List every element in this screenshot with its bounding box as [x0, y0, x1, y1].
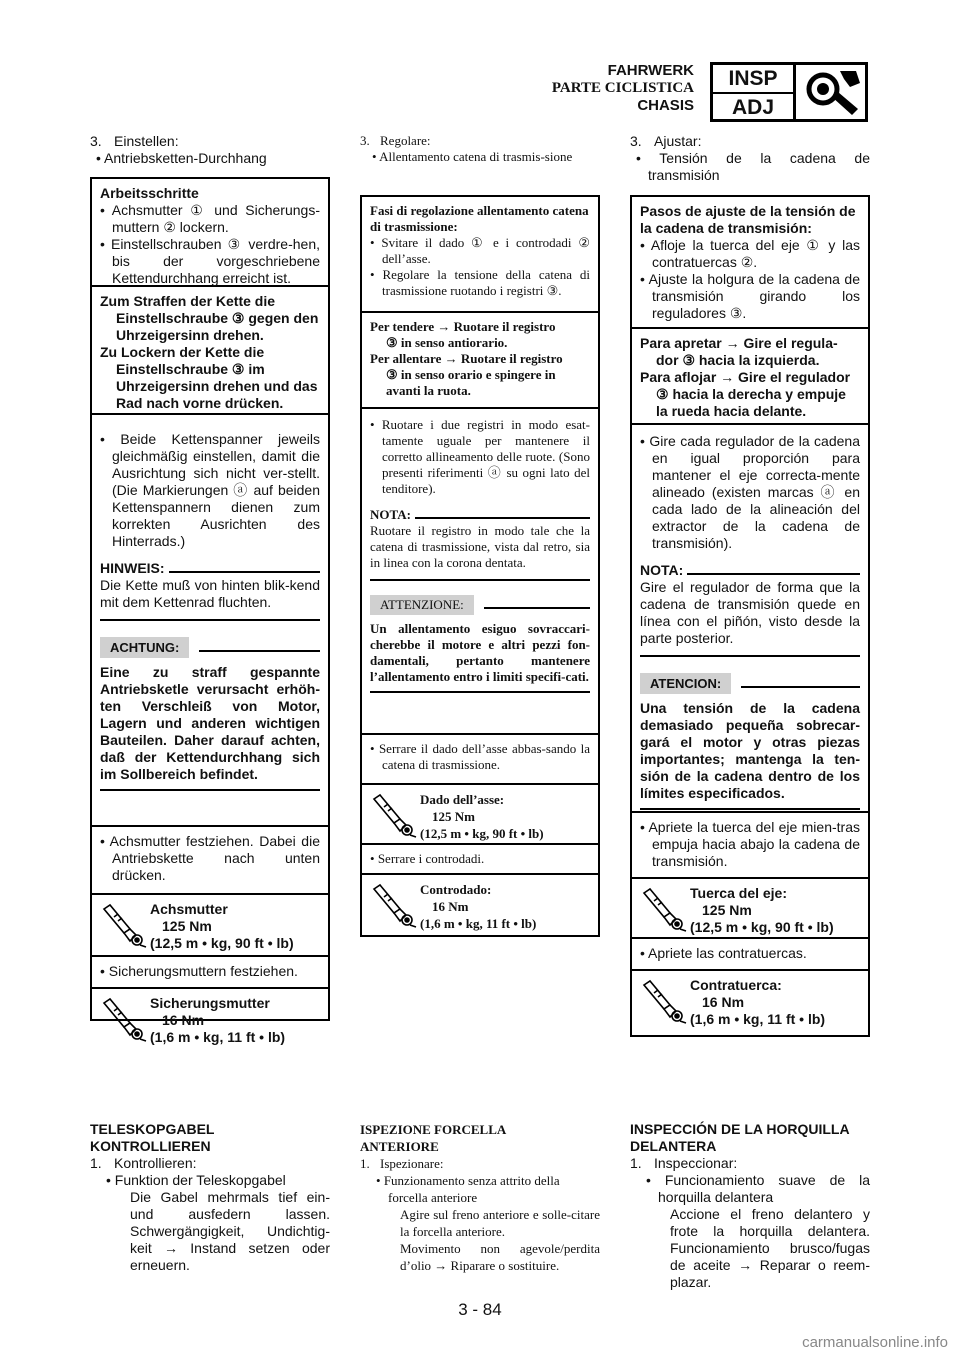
fork-section-de — [90, 1121, 330, 1274]
step-item: • Funzionamento senza attrito della forcella anteriore — [376, 1173, 560, 1205]
step-desc: Die Gabel mehrmals tief ein- und ausfedern lassen. Schwergängigkeit, Undichtig-keit → Instand setzen oder erneuern. — [130, 1189, 330, 1273]
step-desc: Movimento non agevole/perdita d’olio → Riparare o sostituire. — [400, 1241, 600, 1273]
torque-name: Achsmutter — [150, 901, 228, 917]
direction-text: Einstellschraube ③ im Uhrzeigersinn drehen und das Rad nach vorne drücken. — [116, 361, 318, 411]
note-label: NOTA: — [370, 507, 411, 522]
direction-text: ③ in senso antiorario. — [386, 335, 508, 350]
section-title: TELESKOPGABEL — [90, 1121, 215, 1137]
step-title: Ispezionare: — [380, 1156, 444, 1171]
section-title: ISPEZIONE FORCELLA — [360, 1122, 507, 1137]
fork-section-it — [360, 1121, 600, 1274]
torque-name: Controdado: — [420, 882, 492, 897]
tighten-step: • Serrare il dado dell’asse abbas-sando la catena di trasmissione. — [370, 741, 590, 772]
torque-wrench-icon — [100, 995, 150, 1043]
procedure-step: • Afloje la tuerca del eje ① y las contratuercas ②. — [640, 237, 860, 270]
procedure-box-it — [360, 195, 600, 937]
direction-text: Per allentare → Ruotare il registro — [370, 351, 563, 366]
page-number: 3 - 84 — [458, 1300, 502, 1319]
column-de — [90, 133, 330, 167]
tip-text: • Ruotare i due registri in modo esat-tamente uguale per mantenere il corretto allineamento delle ruote. (Sono presenti riferimenti ⓐ su ogni lato del tenditore). — [370, 417, 590, 496]
direction-text: ③ in senso orario e spingere in avanti la ruota. — [386, 367, 556, 398]
procedure-title: Fasi di regolazione allentamento catena di trasmissione: — [370, 203, 589, 234]
section-title: KONTROLLIEREN — [90, 1138, 211, 1154]
torque-wrench-icon — [370, 791, 420, 839]
step-number: 1. — [630, 1155, 642, 1171]
direction-text: Zum Straffen der Kette die — [100, 293, 276, 309]
torque-value: 16 Nm — [432, 899, 469, 914]
note-text: Ruotare il registro in modo tale che la catena di trasmissione, vista dal retro, sia in linea con la corona dentata. — [370, 523, 590, 570]
torque-value: 16 Nm — [702, 994, 745, 1010]
direction-text: Para aflojar → Gire el regulador — [640, 369, 851, 385]
note-label: HINWEIS: — [100, 560, 165, 576]
watermark: carmanualsonline.info — [802, 1334, 948, 1351]
step-number: 1. — [360, 1156, 370, 1171]
torque-alt: (1,6 m • kg, 11 ft • lb) — [420, 916, 537, 931]
torque-wrench-icon — [100, 901, 150, 949]
step-desc: Accione el freno delantero y frote la horquilla delantera. Funcionamiento brusco/fugas de aceite → Reparar o reem-plazar. — [670, 1206, 870, 1290]
caution-label: ATENCION: — [640, 673, 731, 694]
torque-alt: (12,5 m • kg, 90 ft • lb) — [150, 935, 294, 951]
tip-text: • Gire cada regulador de la cadena en igual proporción para mantener el eje correcta-mente alineado (existen marcas ⓐ en cada lado de la alineación del extractor de la cadena de transmisión). — [640, 433, 860, 551]
step-item: • Antriebsketten-Durchhang — [96, 150, 267, 166]
torque-value: 16 Nm — [162, 1012, 205, 1028]
procedure-step: • Achsmutter ① und Sicherungs-muttern ② lockern. — [100, 202, 320, 235]
torque-alt: (1,6 m • kg, 11 ft • lb) — [150, 1029, 286, 1045]
step-desc: Agire sul freno anteriore e solle-citare la forcella anteriore. — [400, 1207, 600, 1239]
step-item: • Tensión de la cadena de transmisión — [636, 150, 870, 183]
header-title-de: FAHRWERK — [607, 62, 694, 79]
note-text: Die Kette muß von hinten blik-kend mit dem Kettenrad fluchten. — [100, 577, 320, 610]
tighten-step: • Serrare i controdadi. — [370, 851, 485, 866]
torque-name: Dado dell’asse: — [420, 792, 505, 807]
fork-section-es — [630, 1121, 870, 1291]
torque-value: 125 Nm — [162, 918, 212, 934]
tighten-step: • Apriete la tuerca del eje mien-tras empuja hacia abajo la cadena de transmisión. — [640, 819, 860, 869]
procedure-box-es — [630, 195, 870, 1037]
section-title: INSPECCIÓN DE LA HORQUILLA — [630, 1121, 850, 1137]
torque-name: Tuerca del eje: — [690, 885, 788, 901]
step-number: 3. — [90, 133, 102, 149]
tip-text: • Beide Kettenspanner jeweils gleichmäßig einstellen, damit die Ausrichtung sich nicht ver-stellt. (Die Markierungen ⓐ auf beiden Kettenspannern dienen zum korrekten Ausrichten des Hinterrads.) — [100, 431, 321, 549]
procedure-step: • Ajuste la holgura de la cadena de transmisión girando los reguladores ③. — [640, 271, 860, 321]
insp-adj-badge — [710, 62, 868, 122]
step-title: Ajustar: — [654, 133, 702, 149]
step-title: Kontrollieren: — [114, 1155, 197, 1171]
tighten-step: • Apriete las contratuercas. — [640, 945, 807, 961]
direction-text: dor ③ hacia la izquierda. — [656, 352, 820, 368]
procedure-box-de — [90, 177, 330, 1045]
caution-text: Eine zu straff gespannte Antriebsketle verursacht erhöh-ten Verschleiß von Motor, Lagern und anderen wichtigen Bauteilen. Daher darauf achten, daß der Kettendurchhang sich im Sollbereich befindet. — [100, 664, 320, 782]
step-item: • Allentamento catena di trasmis-sione — [372, 149, 573, 164]
note-label: NOTA: — [640, 562, 684, 578]
procedure-step: • Einstellschrauben ③ verdre-hen, bis der vorgeschriebene Kettendurchhang erreicht ist. — [100, 236, 320, 286]
direction-text: Para apretar → Gire el regula- — [640, 335, 838, 351]
torque-wrench-icon — [640, 977, 690, 1025]
torque-value: 125 Nm — [432, 809, 475, 824]
caution-text: Un allentamento esiguo sovraccari-cherebbe il motore e altri pezzi fon-damentali, pertanto mantenere l’allentamento entro i limiti specifi-cati. — [370, 621, 590, 684]
section-title: DELANTERA — [630, 1138, 717, 1154]
header-titles — [552, 62, 694, 115]
torque-wrench-icon — [640, 885, 690, 933]
step-item: • Funcionamiento suave de la horquilla delantera — [646, 1172, 871, 1205]
torque-alt: (12,5 m • kg, 90 ft • lb) — [690, 919, 834, 935]
torque-alt: (12,5 m • kg, 90 ft • lb) — [420, 826, 544, 841]
torque-name: Contratuerca: — [690, 977, 782, 993]
procedure-title: Arbeitsschritte — [100, 185, 199, 201]
tighten-step: • Achsmutter festziehen. Dabei die Antriebskette nach unten drücken. — [100, 833, 320, 883]
badge-bottom: ADJ — [731, 96, 774, 119]
header-title-es: CHASIS — [637, 97, 694, 114]
wrench-inspect-icon — [796, 65, 865, 119]
caution-label: ATTENZIONE: — [370, 595, 474, 615]
tighten-step: • Sicherungsmuttern festziehen. — [100, 963, 298, 979]
step-title: Einstellen: — [114, 133, 179, 149]
direction-text: ③ hacia la derecha y empuje la rueda hacia delante. — [656, 386, 846, 419]
torque-value: 125 Nm — [702, 902, 752, 918]
column-es — [630, 133, 870, 184]
direction-text: Per tendere → Ruotare il registro — [370, 319, 556, 334]
header-title-it: PARTE CICLISTICA — [551, 80, 694, 96]
procedure-step: • Regolare la tensione della catena di trasmissione ruotando i registri ③. — [370, 267, 590, 298]
torque-wrench-icon — [370, 881, 420, 929]
step-number: 3. — [360, 133, 370, 148]
section-title: ANTERIORE — [360, 1139, 439, 1154]
step-number: 3. — [630, 133, 642, 149]
caution-label: ACHTUNG: — [100, 637, 189, 658]
step-title: Inspeccionar: — [654, 1155, 738, 1171]
caution-text: Una tensión de la cadena demasiado pequeña sobrecar-gará el motor y otras piezas importantes; mantenga la ten-sión de la cadena dentro de los límites especificados. — [640, 700, 860, 801]
direction-text: Zu Lockern der Kette die — [100, 344, 265, 360]
step-title: Regolare: — [380, 133, 431, 148]
direction-text: Einstellschraube ③ gegen den Uhrzeigersinn drehen. — [116, 310, 319, 343]
step-number: 1. — [90, 1155, 102, 1171]
procedure-step: • Svitare il dado ① e i controdadi ② dell’asse. — [370, 235, 590, 266]
badge-top: INSP — [713, 65, 793, 94]
torque-alt: (1,6 m • kg, 11 ft • lb) — [690, 1011, 826, 1027]
step-item: • Funktion der Teleskopgabel — [106, 1172, 286, 1188]
note-text: Gire el regulador de forma que la cadena de transmisión quede en línea con el piñón, visto desde la parte posterior. — [640, 579, 860, 646]
column-it — [360, 133, 600, 165]
torque-name: Sicherungsmutter — [150, 995, 270, 1011]
procedure-title: Pasos de ajuste de la tensión de la cadena de transmisión: — [640, 203, 856, 236]
